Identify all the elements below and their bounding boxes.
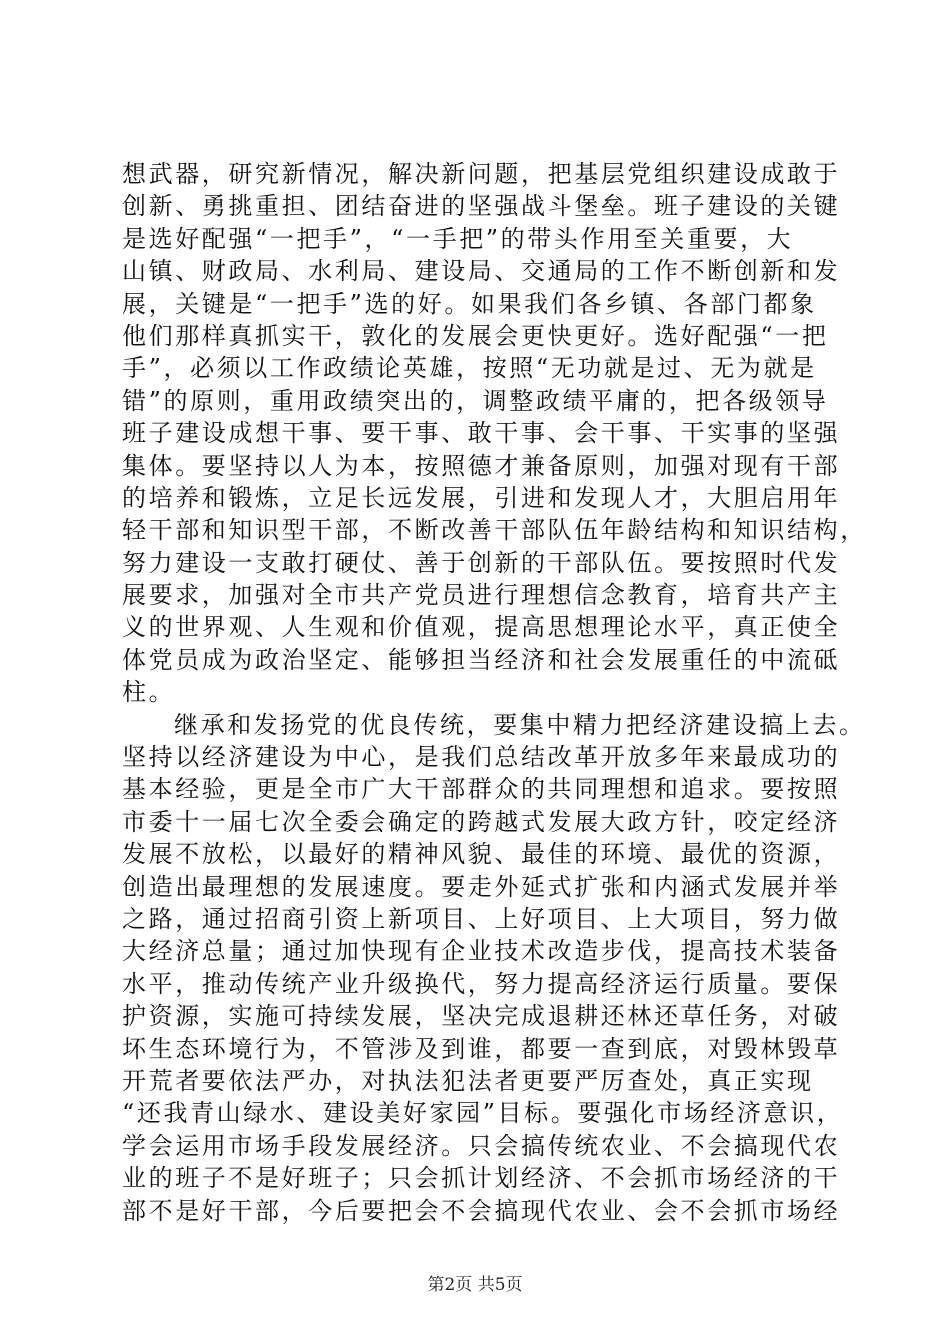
- text-line: 是选好配强“一把手”，“一手把”的带头作用至关重要，大: [122, 224, 794, 253]
- text-line: 班子建设成想干事、要干事、敢干事、会干事、干实事的坚强: [122, 419, 841, 448]
- text-line: 水平，推动传统产业升级换代，努力提高经济运行质量。要保: [122, 969, 841, 998]
- text-line: 市委十一届七次全委会确定的跨越式发展大政方针，咬定经济: [122, 807, 841, 836]
- text-line: “还我青山绿水、建设美好家园”目标。要强化市场经济意识，: [122, 1099, 844, 1128]
- text-line: 创造出最理想的发展速度。要走外延式扩张和内涵式发展并举: [122, 872, 841, 901]
- text-line: 展，关键是“一把手”选的好。如果我们各乡镇、各部门都象: [122, 289, 817, 318]
- text-line: 基本经验，更是全市广大干部群众的共同理想和追求。要按照: [122, 775, 841, 804]
- text-line: 部不是好干部，今后要把会不会搞现代农业、会不会抓市场经: [122, 1196, 841, 1225]
- text-line: 大经济总量；通过加快现有企业技术改造步伐，提高技术装备: [122, 937, 841, 966]
- text-line: 轻干部和知识型干部，不断改善干部队伍年龄结构和知识结构，: [122, 516, 867, 545]
- text-line: 坚持以经济建设为中心，是我们总结改革开放多年来最成功的: [122, 743, 841, 772]
- text-line: 的培养和锻炼，立足长远发展，引进和发现人才，大胆启用年: [122, 483, 841, 512]
- paragraph-first-line: 继承和发扬党的优良传统，要集中精力把经济建设搞上去。: [174, 710, 866, 739]
- text-line: 体党员成为政治坚定、能够担当经济和社会发展重任的中流砥: [122, 645, 841, 674]
- text-line: 想武器，研究新情况，解决新问题，把基层党组织建设成敢于: [122, 160, 841, 188]
- text-line: 展要求，加强对全市共产党员进行理想信念教育，培育共产主: [122, 581, 841, 610]
- text-line: 坏生态环境行为，不管涉及到谁，都要一查到底，对毁林毁草: [122, 1034, 841, 1063]
- page-number-footer: 第2页 共5页: [427, 1275, 523, 1295]
- text-line: 努力建设一支敢打硬仗、善于创新的干部队伍。要按照时代发: [122, 548, 841, 577]
- text-line: 集体。要坚持以人为本，按照德才兼备原则，加强对现有干部: [122, 451, 841, 480]
- text-line: 他们那样真抓实干，敦化的发展会更快更好。选好配强“一把: [122, 321, 829, 350]
- text-line: 创新、勇挑重担、团结奋进的坚强战斗堡垒。班子建设的关键: [122, 192, 841, 221]
- text-line: 护资源，实施可持续发展，坚决完成退耕还林还草任务，对破: [122, 1002, 841, 1031]
- text-line: 学会运用市场手段发展经济。只会搞传统农业、不会搞现代农: [122, 1131, 841, 1160]
- text-line: 业的班子不是好班子；只会抓计划经济、不会抓市场经济的干: [122, 1164, 841, 1193]
- text-line: 发展不放松，以最好的精神风貌、最佳的环境、最优的资源，: [122, 840, 841, 869]
- text-line: 手”，必须以工作政绩论英雄，按照“无功就是过、无为就是: [122, 354, 817, 383]
- text-line: 开荒者要依法严办，对执法犯法者更要严厉查处，真正实现: [122, 1066, 814, 1095]
- text-line: 义的世界观、人生观和价值观，提高思想理论水平，真正使全: [122, 613, 841, 642]
- text-line: 错”的原则，重用政绩突出的，调整政绩平庸的，把各级领导: [122, 386, 829, 415]
- body-text: [122, 158, 867, 1227]
- text-line: 之路，通过招商引资上新项目、上好项目、上大项目，努力做: [122, 904, 841, 933]
- text-line: 柱。: [122, 678, 176, 707]
- text-line: 山镇、财政局、水利局、建设局、交通局的工作不断创新和发: [122, 257, 841, 286]
